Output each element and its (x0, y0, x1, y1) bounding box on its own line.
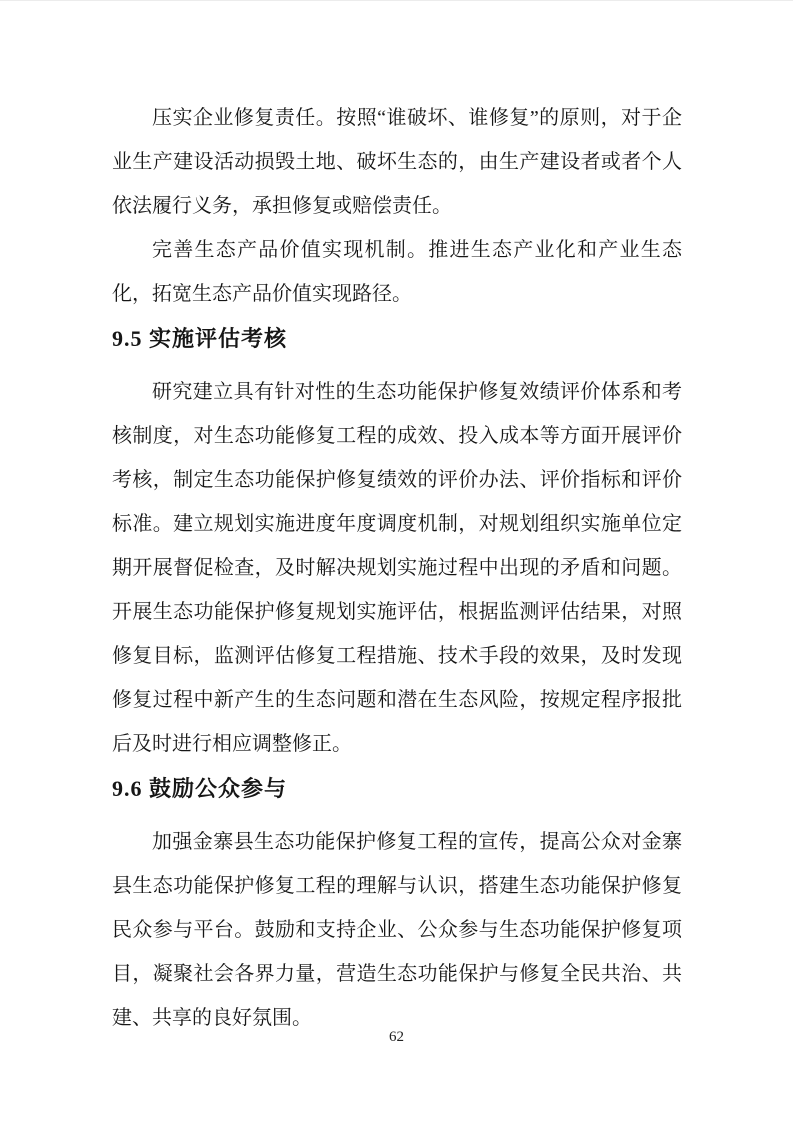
page-content (112, 96, 682, 1040)
paragraph-enterprise-responsibility: 压实企业修复责任。按照“谁破坏、谁修复”的原则，对于企业生产建设活动损毁土地、破坏生态的，由生产建设者或者个人依法履行义务，承担修复或赔偿责任。 (112, 107, 682, 217)
page-number: 62 (389, 1029, 404, 1045)
paragraph-public-participation: 加强金寨县生态功能保护修复工程的宣传，提高公众对金寨县生态功能保护修复工程的理解与认识，搭建生态功能保护修复民众参与平台。鼓励和支持企业、公众参与生态功能保护修复项目，凝聚社会各界力量，营造生态功能保护与修复全民共治、共建、共享的良好氛围。 (112, 831, 682, 1029)
paragraph-assessment-evaluation: 研究建立具有针对性的生态功能保护修复效绩评价体系和考核制度，对生态功能修复工程的成效、投入成本等方面开展评价考核，制定生态功能保护修复绩效的评价办法、评价指标和评价标准。建立规划实施进度年度调度机制，对规划组织实施单位定期开展督促检查，及时解决规划实施过程中出现的矛盾和问题。开展生态功能保护修复规划实施评估，根据监测评估结果，对照修复目标，监测评估修复工程措施、技术手段的效果，及时发现修复过程中新产生的生态问题和潜在生态风险，按规定程序报批后及时进行相应调整修正。 (112, 381, 682, 755)
paragraph-eco-product-value: 完善生态产品价值实现机制。推进生态产业化和产业生态化，拓宽生态产品价值实现路径。 (112, 239, 682, 305)
section-heading-9-5: 9.5 实施评估考核 (112, 326, 288, 351)
section-heading-9-6: 9.6 鼓励公众参与 (112, 776, 288, 801)
